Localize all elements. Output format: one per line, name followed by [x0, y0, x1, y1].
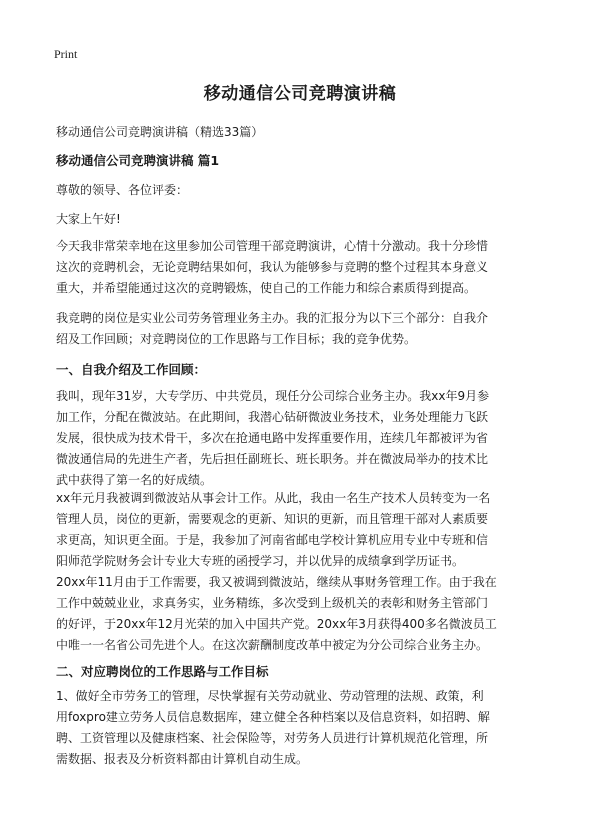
section1-paragraph-1 — [56, 386, 548, 491]
position-paragraph — [56, 308, 548, 350]
text-line: 绍及工作回顾；对竞聘岗位的工作思路与工作目标；我的竞争优势。 — [56, 332, 417, 346]
section1-heading: 一、自我介绍及工作回顾： — [56, 362, 207, 377]
section2-heading: 二、对应聘岗位的工作思路与工作目标 — [56, 664, 269, 679]
text-line: 1、做好全市劳务工的管理，尽快掌握有关劳动就业、劳动管理的法规、政策，利 — [56, 689, 484, 703]
text-line: 这次的竞聘机会，无论竞聘结果如何，我认为能够参与竞聘的整个过程其本身意义 — [56, 260, 489, 274]
text-line: 今天我非常荣幸地在这里参加公司管理干部竞聘演讲，心情十分激动。我十分珍惜 — [56, 239, 489, 253]
salutation: 尊敬的领导、各位评委： — [56, 183, 189, 197]
text-line: 需数据、报表及分析资料都由计算机自动生成。 — [56, 752, 309, 766]
page-title: 移动通信公司竞聘演讲稿 — [203, 84, 397, 104]
text-line: xx年元月我被调到微波站从事会计工作。从此，我由一名生产技术人员转变为一名 — [56, 491, 491, 505]
document-subtitle: 移动通信公司竞聘演讲稿（精选33篇） — [56, 125, 264, 139]
text-line: 武中获得了第一名的好成绩。 — [56, 473, 213, 487]
section1-paragraph-2 — [56, 488, 548, 572]
article-heading: 移动通信公司竞聘演讲稿 篇1 — [56, 153, 220, 168]
text-line: 管理人员，岗位的更新，需要观念的更新、知识的更新，而且管理干部对人素质要 — [56, 512, 489, 526]
text-line: 发展，很快成为技术骨干，多次在抢通电路中发挥重要作用，连续几年都被评为省 — [56, 431, 489, 445]
text-line: 我竞聘的岗位是实业公司劳务管理业务主办。我的汇报分为以下三个部分：自我介 — [56, 311, 489, 325]
text-line: 微波通信局的先进生产者，先后担任副班长、班长职务。并在微波局举办的技术比 — [56, 452, 489, 466]
text-line: 中唯一一名省公司先进个人。在这次薪酬制度改革中被定为分公司综合业务主办。 — [56, 638, 489, 652]
text-line: 我叫，现年31岁，大专学历、中共党员，现任分公司综合业务主办。我xx年9月参 — [56, 389, 490, 403]
greeting: 大家上午好! — [56, 212, 121, 226]
text-line: 加工作，分配在微波站。在此期间，我潜心钻研微波业务技术，业务处理能力飞跃 — [56, 410, 489, 424]
text-line: 聘、工资管理以及健康档案、社会保险等，对劳务人员进行计算机规范化管理，所 — [56, 731, 489, 745]
text-line: 20xx年11月由于工作需要，我又被调到微波站，继续从事财务管理工作。由于我在 — [56, 575, 497, 589]
text-line: 重大，并希望能通过这次的竞聘锻炼，使自己的工作能力和综合素质得到提高。 — [56, 281, 477, 295]
section2-paragraph-1 — [56, 686, 548, 770]
text-line: 阳师范学院财务会计专业大专班的函授学习，并以优异的成绩拿到学历证书。 — [56, 554, 465, 568]
text-line: 用foxpro建立劳务人员信息数据库，建立健全各种档案以及信息资料，如招聘、解 — [56, 710, 490, 724]
print-link[interactable]: Print — [54, 47, 78, 61]
intro-paragraph — [56, 236, 548, 299]
text-line: 工作中兢兢业业，求真务实，业务精练，多次受到上级机关的表彰和财务主管部门 — [56, 596, 489, 610]
text-line: 求更高，知识更全面。于是，我参加了河南省邮电学校计算机应用专业中专班和信 — [56, 533, 489, 547]
section1-paragraph-3 — [56, 572, 548, 656]
text-line: 的好评，于20xx年12月光荣的加入中国共产党。20xx年3月获得400多名微波员工 — [56, 617, 497, 631]
